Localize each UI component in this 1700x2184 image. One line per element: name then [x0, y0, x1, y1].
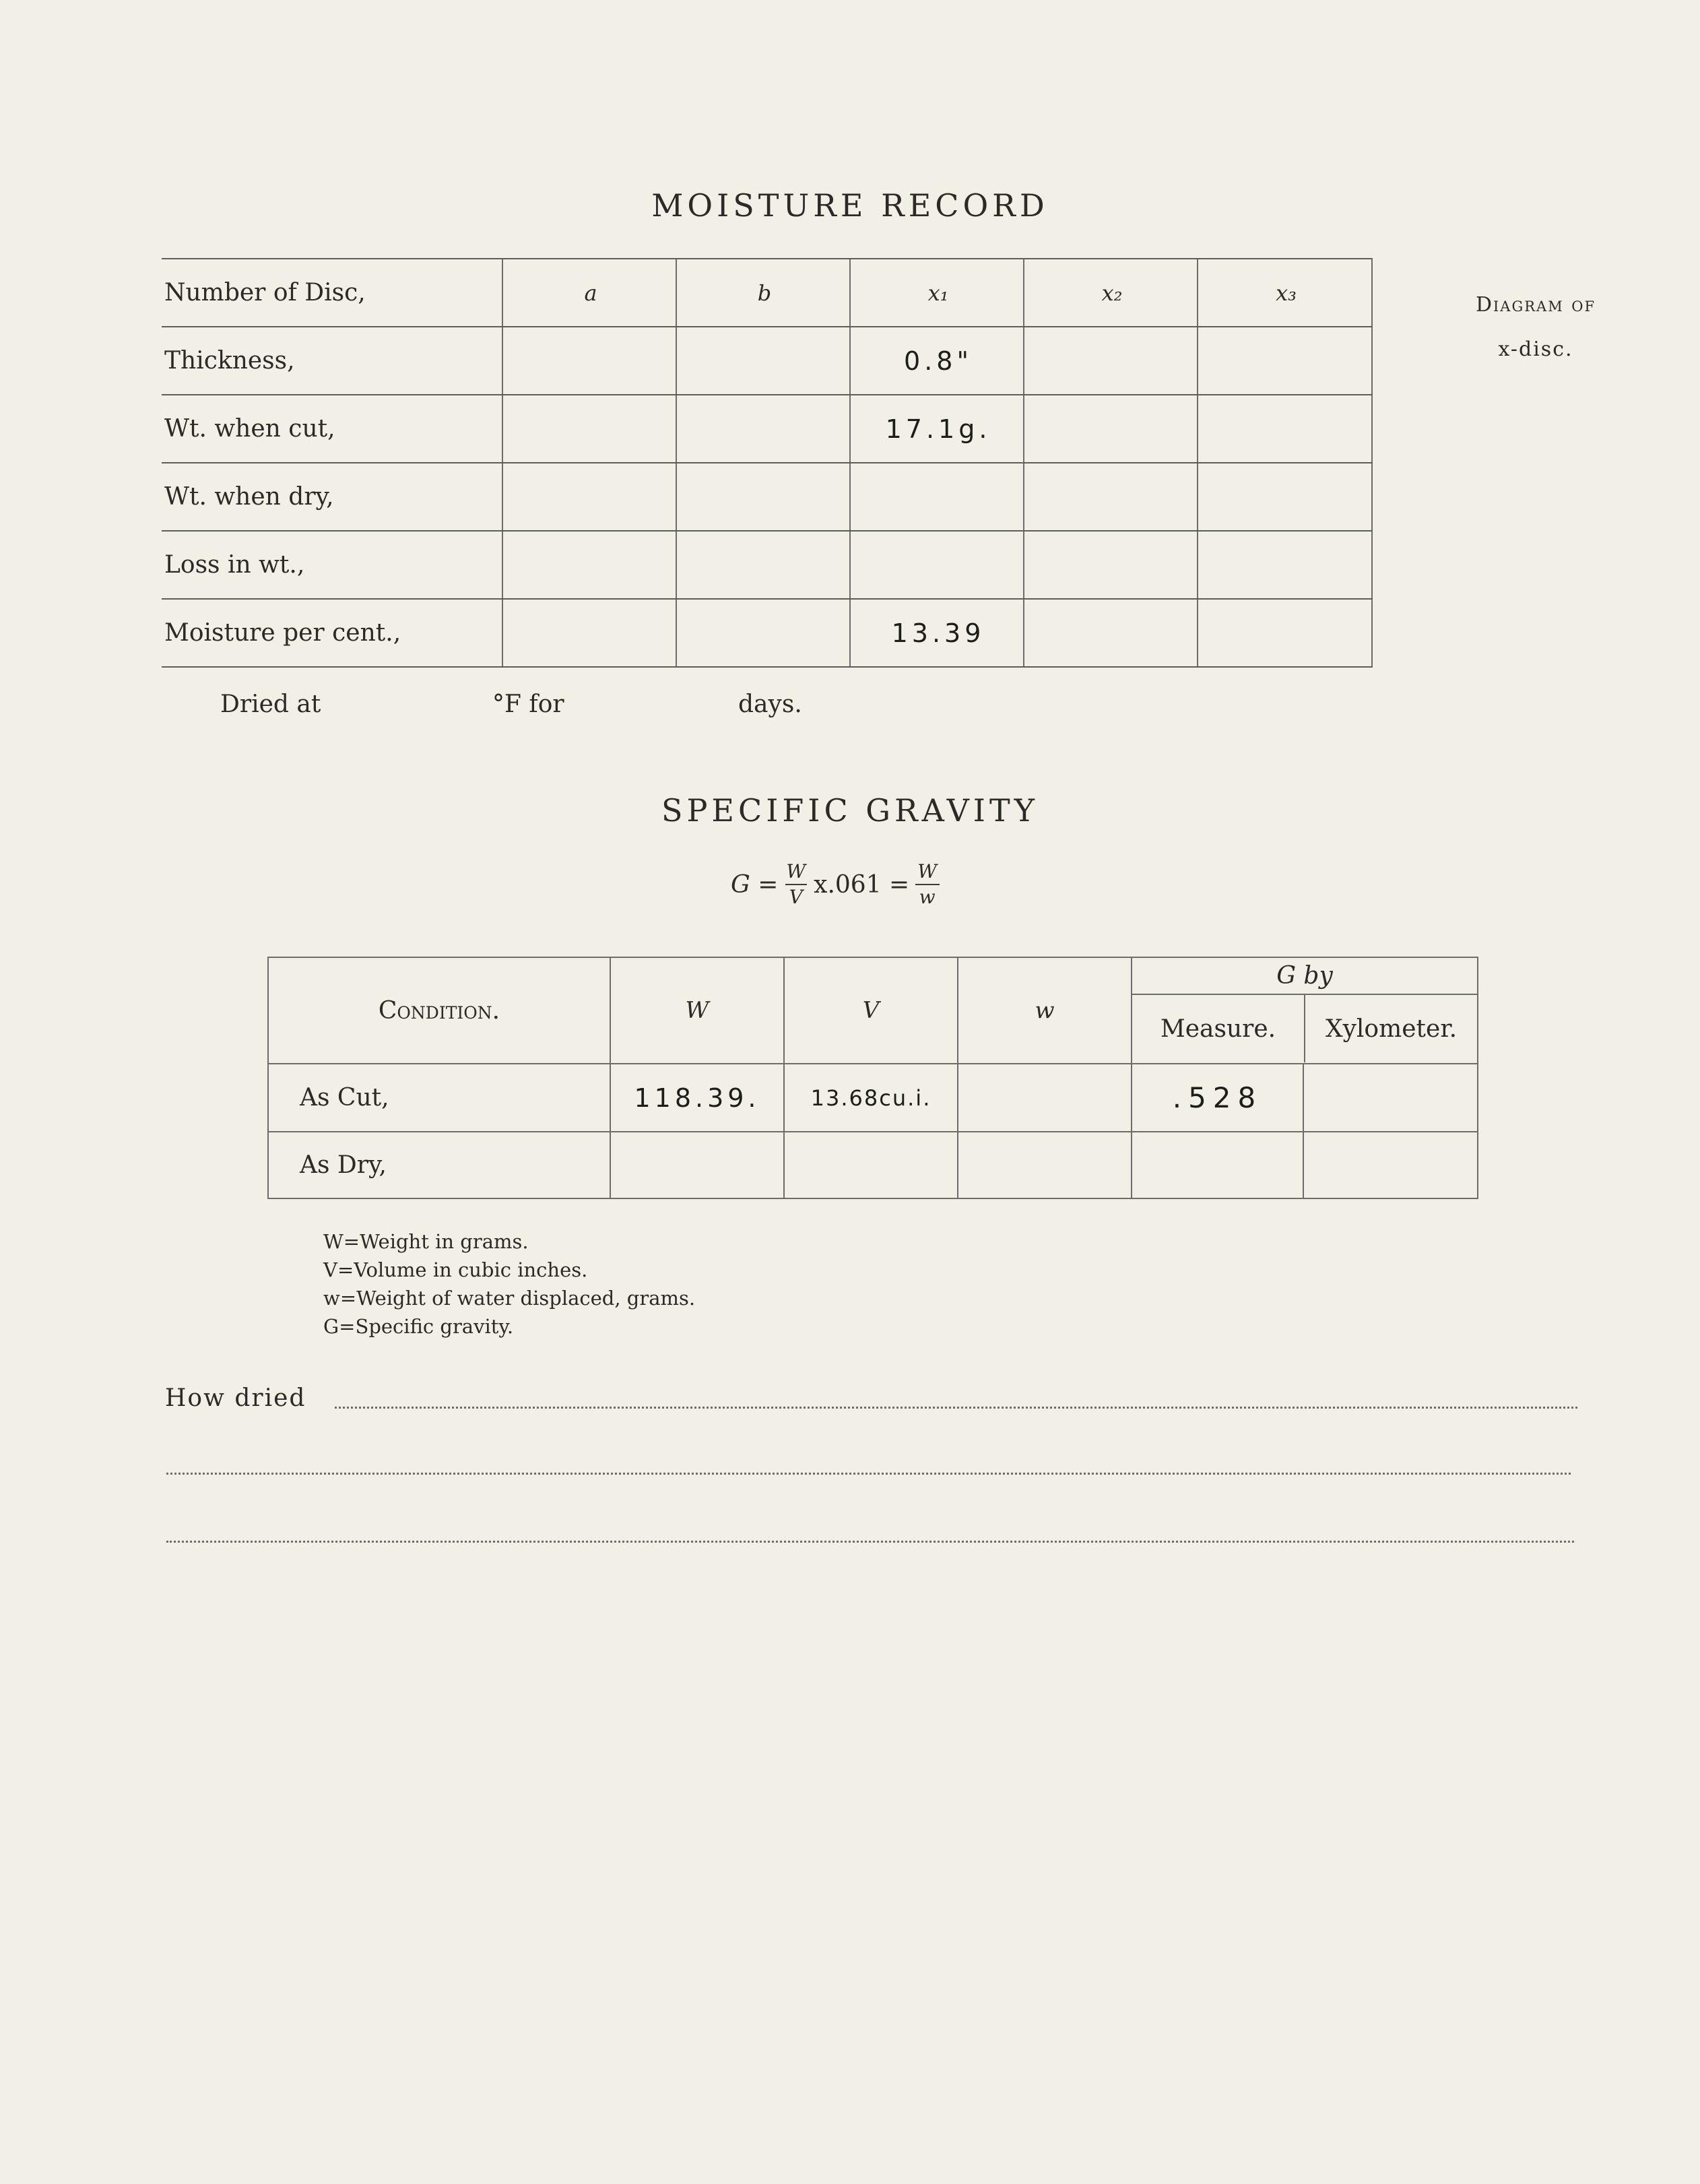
moisture-record-title: MOISTURE RECORD [651, 187, 1049, 224]
table-cell [1024, 463, 1198, 531]
fraction-denominator: V [785, 884, 807, 909]
specific-gravity-table [267, 957, 1478, 1199]
measure-value: .528 [1132, 1064, 1303, 1132]
row-label: Wt. when dry, [162, 463, 502, 531]
table-cell [1303, 1064, 1478, 1132]
table-cell [1132, 1132, 1303, 1198]
table-cell [502, 463, 676, 531]
table-cell [850, 531, 1024, 599]
blank-line [166, 1541, 1574, 1543]
table-cell [1198, 599, 1372, 667]
table-cell [850, 463, 1024, 531]
column-header-x3: x₃ [1198, 259, 1372, 327]
table-cell [1198, 327, 1372, 395]
table-row [268, 1064, 1478, 1132]
table-cell [1198, 395, 1372, 463]
days-label: days. [738, 690, 802, 718]
table-cell [784, 1132, 958, 1198]
g-by-label: G by [1276, 962, 1333, 990]
table-cell [1198, 463, 1372, 531]
column-header-b: b [676, 259, 850, 327]
column-header-x2: x₂ [1024, 259, 1198, 327]
fraction-w-over-w [913, 860, 941, 909]
weight-value: 118.39. [610, 1064, 784, 1132]
column-header-a: a [502, 259, 676, 327]
table-cell [1024, 395, 1198, 463]
table-cell [502, 327, 676, 395]
table-cell [676, 599, 850, 667]
table-cell [610, 1132, 784, 1198]
row-label: Thickness, [162, 327, 502, 395]
table-row [268, 1132, 1478, 1198]
table-row [162, 259, 1372, 327]
degree-for-label: °F for [492, 690, 564, 718]
moisture-percent-value: 13.39 [850, 599, 1024, 667]
column-header-xylometer: Xylometer. [1325, 1015, 1458, 1043]
row-label: As Cut, [268, 1064, 610, 1132]
table-cell [1024, 599, 1198, 667]
table-cell [502, 395, 676, 463]
table-row [162, 599, 1372, 667]
table-cell [1303, 1132, 1478, 1198]
moisture-table [162, 258, 1373, 668]
diagram-label-line2: x-disc. [1498, 338, 1573, 361]
fraction-denominator: w [915, 884, 940, 909]
fraction-numerator: W [917, 860, 938, 882]
table-cell [1024, 327, 1198, 395]
formula-multiplier: x.061 = [814, 870, 910, 899]
table-cell [676, 327, 850, 395]
specific-gravity-title: SPECIFIC GRAVITY [661, 792, 1039, 829]
row-label: Wt. when cut, [162, 395, 502, 463]
blank-line [166, 1473, 1571, 1475]
row-label: Number of Disc, [162, 259, 502, 327]
column-header-x1: x₁ [850, 259, 1024, 327]
table-cell [1024, 531, 1198, 599]
volume-value: 13.68cu.i. [784, 1064, 958, 1132]
column-header-W: W [610, 957, 784, 1064]
dried-at-label: Dried at [220, 690, 321, 718]
table-cell [502, 599, 676, 667]
table-cell [676, 531, 850, 599]
diagram-label [1408, 283, 1664, 372]
fraction-numerator: W [786, 860, 806, 882]
thickness-value: 0.8" [850, 327, 1024, 395]
table-row [162, 531, 1372, 599]
legend-item: V=Volume in cubic inches. [323, 1258, 588, 1281]
table-row [162, 395, 1372, 463]
diagram-label-line1: Diagram of [1475, 293, 1596, 317]
how-dried-line [335, 1407, 1577, 1409]
table-row [162, 327, 1372, 395]
column-header-condition: Condition. [268, 957, 610, 1064]
table-cell [676, 463, 850, 531]
table-cell [502, 531, 676, 599]
table-cell [676, 395, 850, 463]
table-cell [1198, 531, 1372, 599]
legend-item: w=Weight of water displaced, grams. [323, 1287, 696, 1310]
table-header-row [268, 957, 1478, 1064]
column-header-w: w [958, 957, 1132, 1064]
how-dried-label: How dried [165, 1384, 306, 1412]
formula-g: G = [731, 870, 779, 899]
row-label: Loss in wt., [162, 531, 502, 599]
row-label: As Dry, [268, 1132, 610, 1198]
column-header-V: V [784, 957, 958, 1064]
row-label: Moisture per cent., [162, 599, 502, 667]
table-row [162, 463, 1372, 531]
weight-cut-value: 17.1g. [850, 395, 1024, 463]
legend-item: G=Specific gravity. [323, 1315, 514, 1338]
column-header-g-by [1132, 957, 1478, 1064]
legend-item: W=Weight in grams. [323, 1230, 529, 1253]
column-header-measure: Measure. [1132, 995, 1305, 1062]
symbol-legend [323, 1227, 695, 1341]
table-cell [958, 1064, 1132, 1132]
specific-gravity-formula [731, 854, 945, 915]
fraction-w-over-v [782, 860, 810, 909]
table-cell [958, 1132, 1132, 1198]
